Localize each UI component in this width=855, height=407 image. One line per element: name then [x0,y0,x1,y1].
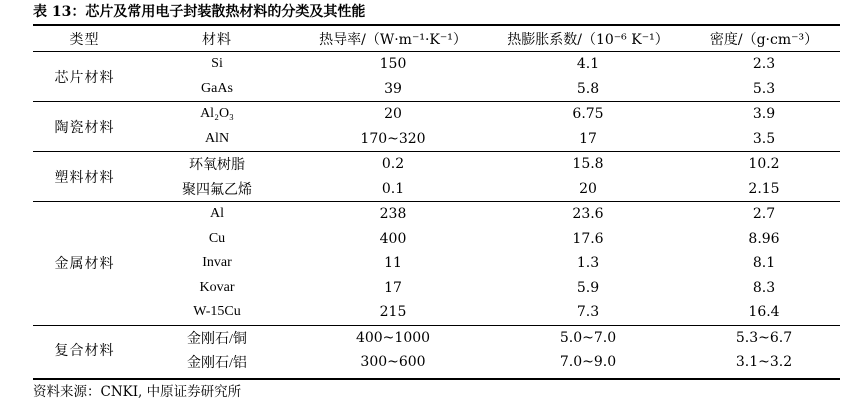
category-cell: 陶瓷材料 [33,102,136,152]
conductivity-cell: 300~600 [360,354,426,371]
category-cell: 芯片材料 [33,52,136,102]
conductivity-cell: 0.2 [298,152,488,177]
material-cell: 金刚石/铝 [187,356,247,372]
header-conductivity: 热导率/（W·m⁻¹·K⁻¹） [298,26,488,52]
source-note: 资料来源：CNKI, 中原证券研究所 [33,384,242,400]
expansion-cell: 7.0~9.0 [559,354,617,371]
expansion-cell: 7.3 [576,304,600,321]
expansion-cell: 4.1 [488,52,688,77]
density-cell: 3.9 [688,102,840,127]
expansion-cell: 1.3 [576,255,600,272]
conductivity-cell: 150 [298,52,488,77]
header-material: 材料 [136,26,298,52]
table-row [33,202,840,227]
header-category: 类型 [33,26,136,52]
density-cell: 3.5 [752,130,776,147]
material-cell: GaAs [201,80,233,96]
density-cell: 8.96 [748,230,780,247]
conductivity-cell: 11 [384,255,402,272]
expansion-cell: 5.9 [576,279,600,296]
material-cell: Al [136,202,298,227]
conductivity-cell: 170~320 [360,130,426,147]
expansion-cell: 23.6 [488,202,688,227]
table-row [33,127,840,152]
material-cell: Al₂O₃ [136,102,298,127]
material-cell: Kovar [199,279,235,295]
category-cell: 复合材料 [33,325,136,375]
table-row [33,227,840,252]
density-cell: 16.4 [748,304,780,321]
density-cell: 3.1~3.2 [735,354,793,371]
table-row [33,152,840,177]
table-caption: 表 13：芯片及常用电子封装散热材料的分类及其性能 [33,4,366,20]
header-row [33,26,840,52]
category-cell: 金属材料 [33,202,136,326]
material-cell: AlN [204,130,230,146]
table-row [33,102,840,127]
density-cell: 10.2 [688,152,840,177]
conductivity-cell: 20 [298,102,488,127]
density-cell: 5.3~6.7 [688,325,840,350]
density-cell: 2.3 [688,52,840,77]
material-cell: 环氧树脂 [136,152,298,177]
header-expansion: 热膨胀系数/（10⁻⁶ K⁻¹） [488,26,688,52]
expansion-cell: 6.75 [488,102,688,127]
table-row [33,325,840,350]
table-row [33,77,840,102]
conductivity-cell: 0.1 [381,180,405,197]
material-cell: Invar [202,255,232,271]
table-row [33,300,840,325]
expansion-cell: 15.8 [488,152,688,177]
expansion-cell: 20 [579,180,597,197]
table-row [33,276,840,301]
table-body [33,52,840,375]
conductivity-cell: 400~1000 [298,325,488,350]
bottom-rule [33,378,840,380]
category-cell: 塑料材料 [33,152,136,202]
expansion-cell: 5.0~7.0 [488,325,688,350]
material-cell: 聚四氟乙烯 [182,182,252,198]
table-row [33,350,840,375]
conductivity-cell: 215 [379,304,407,321]
density-cell: 2.15 [748,180,780,197]
density-cell: 5.3 [752,80,776,97]
material-cell: Cu [208,230,226,246]
expansion-cell: 17 [579,130,597,147]
conductivity-cell: 17 [384,279,402,296]
conductivity-cell: 400 [379,230,407,247]
material-cell: 金刚石/铜 [136,325,298,350]
conductivity-cell: 238 [298,202,488,227]
materials-table [33,26,840,375]
table-row [33,177,840,202]
expansion-cell: 5.8 [576,80,600,97]
material-cell: W-15Cu [193,304,241,320]
density-cell: 8.3 [752,279,776,296]
density-cell: 8.1 [752,255,776,272]
density-cell: 2.7 [688,202,840,227]
expansion-cell: 17.6 [572,230,604,247]
table-row [33,251,840,276]
header-density: 密度/（g·cm⁻³） [688,26,840,52]
material-cell: Si [136,52,298,77]
conductivity-cell: 39 [384,80,402,97]
table-row [33,52,840,77]
